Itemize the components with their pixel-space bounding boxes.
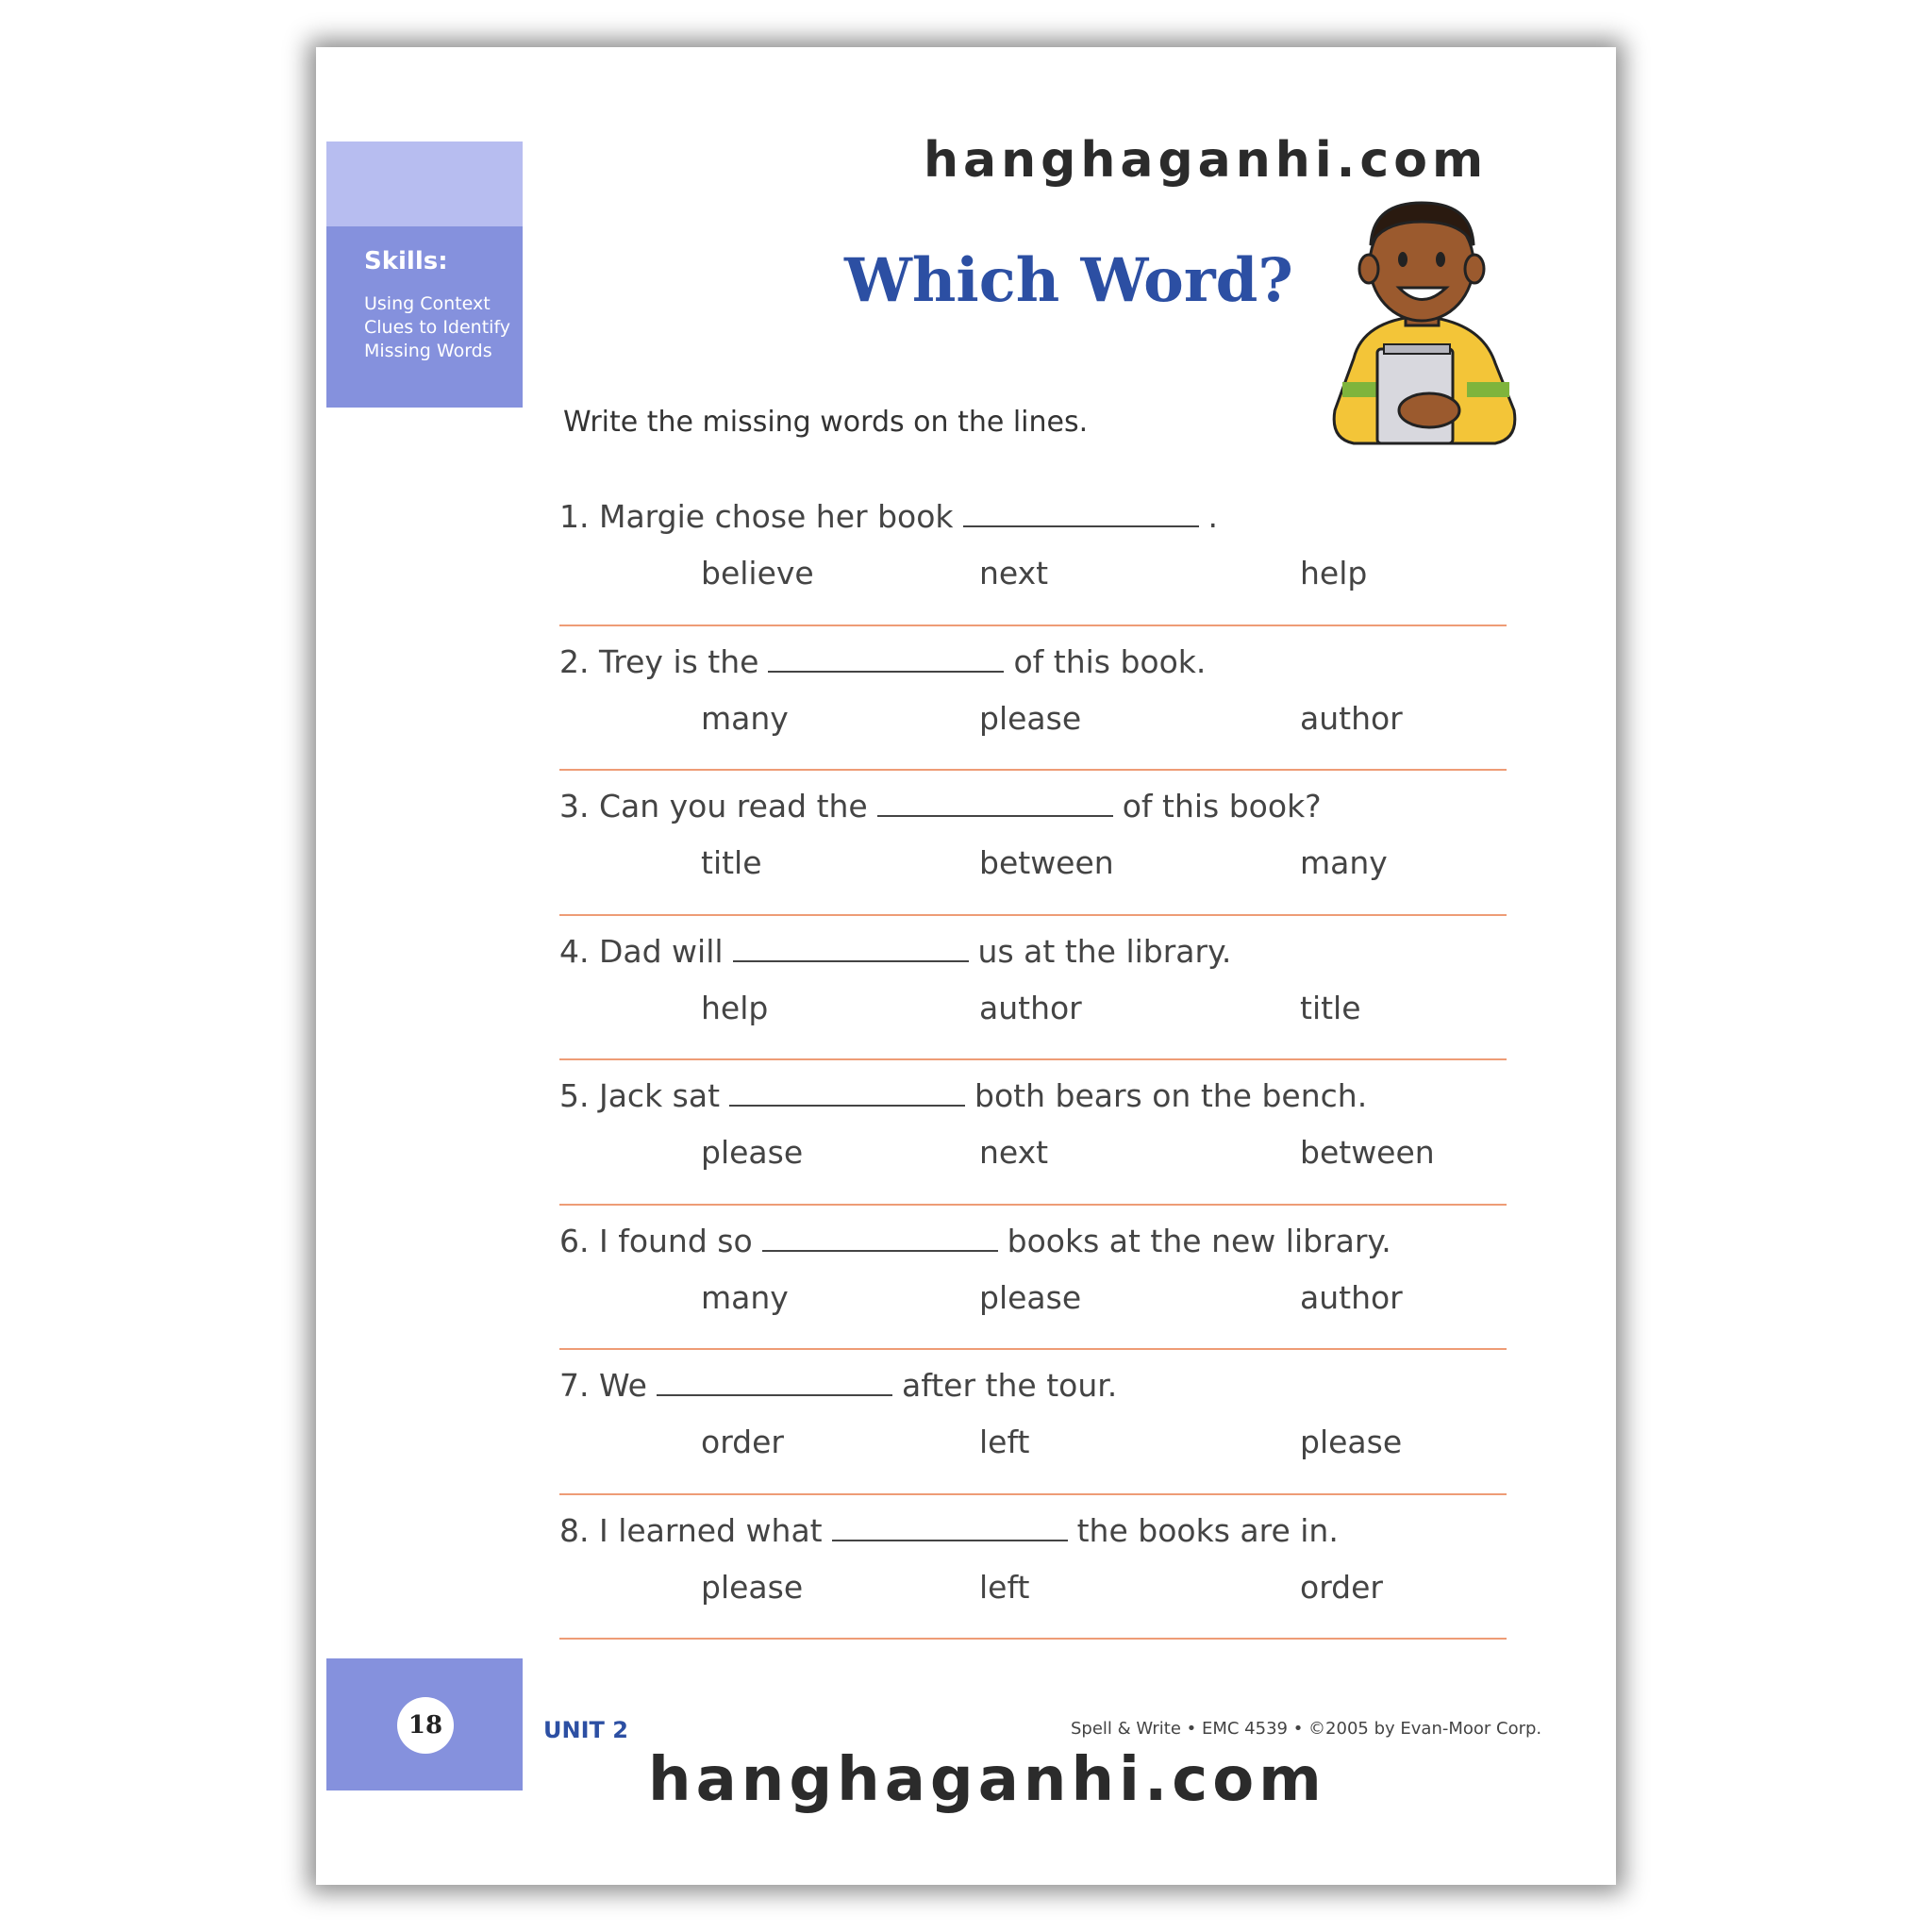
word-choice: author (979, 989, 1082, 1026)
question-item (559, 1350, 1507, 1495)
question-item (559, 626, 1507, 772)
sentence-start: 8. I learned what (559, 1511, 823, 1549)
sentence-end: of this book. (1013, 642, 1207, 680)
question-item (559, 1060, 1507, 1206)
question-sentence (559, 1367, 1117, 1404)
unit-label: UNIT 2 (543, 1717, 628, 1743)
question-sentence (559, 933, 1231, 970)
word-choice: please (979, 699, 1082, 737)
word-choice: please (701, 1568, 804, 1606)
answer-blank[interactable] (657, 1394, 892, 1396)
sentence-start: 3. Can you read the (559, 788, 868, 824)
copyright-text: Spell & Write • EMC 4539 • ©2005 by Evan-Moor Corp. (1071, 1719, 1542, 1739)
instructions: Write the missing words on the lines. (563, 406, 1089, 439)
word-choice: order (701, 1424, 784, 1460)
question-sentence (559, 1077, 1367, 1114)
word-choice: left (979, 1424, 1030, 1460)
question-sentence (559, 498, 1218, 535)
word-choice: title (1300, 989, 1361, 1026)
word-choice: order (1300, 1568, 1383, 1606)
answer-blank[interactable] (963, 525, 1199, 527)
writing-line[interactable] (559, 1638, 1507, 1640)
sentence-end: both bears on the bench. (974, 1077, 1368, 1114)
question-item (559, 916, 1507, 1061)
answer-blank[interactable] (877, 815, 1113, 817)
word-choice: author (1300, 699, 1403, 737)
answer-blank[interactable] (762, 1250, 998, 1252)
word-choice: many (701, 1278, 789, 1316)
answer-blank[interactable] (733, 960, 969, 962)
question-sentence (559, 643, 1206, 680)
sentence-end: after the tour. (901, 1367, 1118, 1404)
worksheet-page (316, 47, 1616, 1885)
word-choice: between (1300, 1134, 1435, 1171)
sentence-start: 7. We (559, 1367, 647, 1404)
question-list (559, 481, 1507, 1640)
watermark-top: hanghaganhi.com (924, 132, 1489, 189)
sentence-start: 6. I found so (559, 1222, 753, 1259)
word-choice: many (701, 699, 789, 737)
sentence-end: of this book? (1122, 788, 1322, 824)
word-choice: next (979, 1134, 1049, 1171)
word-choice: please (701, 1134, 804, 1171)
sentence-end: us at the library. (977, 932, 1232, 970)
skills-text: Using Context Clues to Identify Missing Words (364, 293, 511, 361)
question-sentence (559, 788, 1322, 824)
footer-page-box (326, 1658, 523, 1790)
word-choice: help (701, 989, 769, 1026)
sentence-start: 4. Dad will (559, 932, 724, 970)
word-choice: next (979, 555, 1049, 591)
word-choice: help (1300, 555, 1368, 591)
page-title: Which Word? (844, 245, 1293, 316)
sentence-start: 1. Margie chose her book (559, 498, 954, 535)
question-item (559, 481, 1507, 626)
sentence-end: the books are in. (1076, 1511, 1339, 1549)
question-sentence (559, 1512, 1339, 1549)
word-choice: please (979, 1278, 1082, 1316)
skills-title: Skills: (364, 247, 448, 275)
question-item (559, 1495, 1507, 1641)
sentence-end: . (1208, 498, 1219, 535)
question-sentence (559, 1223, 1391, 1259)
sentence-start: 2. Trey is the (559, 642, 759, 680)
answer-blank[interactable] (832, 1540, 1068, 1541)
word-choice: between (979, 844, 1114, 881)
question-item (559, 771, 1507, 916)
watermark-bottom: hanghaganhi.com (648, 1745, 1326, 1815)
skills-header-band (326, 142, 523, 226)
skills-box (326, 226, 523, 408)
word-choice: left (979, 1568, 1030, 1606)
word-choice: please (1300, 1424, 1403, 1460)
page-number: 18 (397, 1697, 454, 1754)
sentence-start: 5. Jack sat (559, 1077, 721, 1114)
sentence-end: books at the new library. (1007, 1222, 1391, 1259)
boy-holding-book-icon (1325, 189, 1528, 462)
answer-blank[interactable] (768, 671, 1004, 673)
question-item (559, 1206, 1507, 1351)
word-choice: believe (701, 555, 814, 591)
word-choice: author (1300, 1278, 1403, 1316)
answer-blank[interactable] (729, 1105, 965, 1107)
word-choice: many (1300, 844, 1388, 881)
word-choice: title (701, 844, 762, 881)
